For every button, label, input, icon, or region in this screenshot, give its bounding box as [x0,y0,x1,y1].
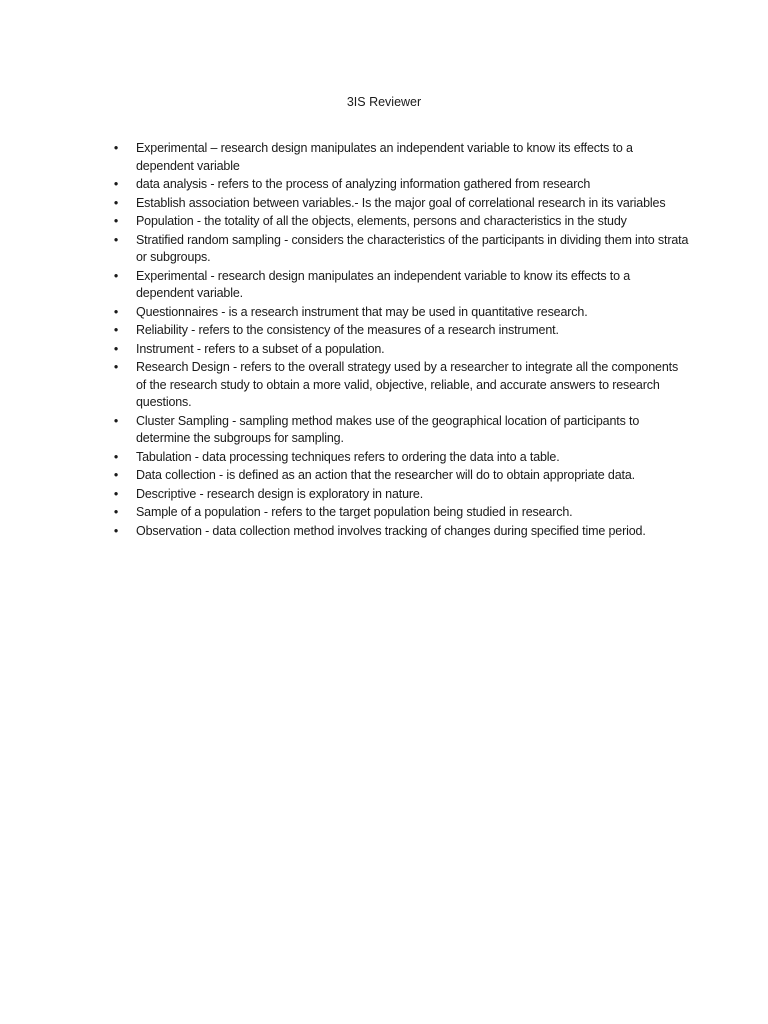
bullet-icon: • [113,413,119,428]
list-item-text: Observation - data collection method involves tracking of changes during specified time period. [136,523,646,538]
list-item-text: Stratified random sampling - considers the characteristics of the participants in dividing them into strata or subgroups. [136,232,689,264]
list-item [109,268,689,303]
bullet-icon: • [113,141,119,155]
list-item [109,140,689,175]
list-item-text: Experimental – research design manipulates an independent variable to know its effects to a dependent variable [136,141,633,173]
list-item [109,504,689,522]
list-item [109,486,689,504]
bullet-icon: • [113,195,119,210]
list-item [109,413,689,448]
bullet-icon: • [113,341,119,356]
bullet-icon: • [113,232,119,247]
list-item [109,213,689,231]
list-item [109,467,689,485]
bullet-icon: • [113,360,119,374]
list-item-text: data analysis - refers to the process of analyzing information gathered from research [136,177,591,191]
list-item-text: Cluster Sampling - sampling method makes use of the geographical location of participants to determine the subgroups for sampling. [136,413,640,445]
list-item [109,523,689,541]
bullet-icon: • [113,304,119,319]
list-item [109,195,689,213]
list-item-text: Questionnaires - is a research instrument that may be used in quantitative research. [136,304,588,319]
bullet-icon: • [113,323,119,337]
bullet-icon: • [113,486,119,501]
list-item [109,304,689,322]
bullet-icon: • [113,214,119,228]
list-item-text: Establish association between variables.- Is the major goal of correlational research in its variables [136,195,666,210]
list-item [109,341,689,359]
bullet-icon: • [113,505,119,519]
list-item [109,449,689,467]
list-item-text: Descriptive - research design is exploratory in nature. [136,486,424,501]
list-item [109,322,689,340]
list-item-text: Reliability - refers to the consistency of the measures of a research instrument. [136,323,559,337]
bullet-icon: • [113,177,119,191]
bullet-icon: • [113,468,119,482]
bullet-list [109,140,689,541]
bullet-icon: • [113,523,119,538]
list-item-text: Experimental - research design manipulates an independent variable to know its effects to a dependent variable. [136,268,631,300]
document-title: 3IS Reviewer [346,95,422,109]
list-item [109,232,689,267]
list-item-text: Data collection - is defined as an action that the researcher will do to obtain appropriate data. [136,468,635,482]
list-item [109,176,689,194]
list-item-text: Instrument - refers to a subset of a population. [136,341,385,356]
list-item [109,359,689,412]
list-item-text: Tabulation - data processing techniques refers to ordering the data into a table. [136,449,560,464]
list-item-text: Population - the totality of all the objects, elements, persons and characteristics in the study [136,214,627,228]
list-item-text: Sample of a population - refers to the target population being studied in research. [136,505,573,519]
bullet-icon: • [113,268,119,283]
bullet-icon: • [113,449,119,464]
list-item-text: Research Design - refers to the overall strategy used by a researcher to integrate all the components of the research study to obtain a more valid, objective, reliable, and accurate answers to research questions. [136,360,679,409]
